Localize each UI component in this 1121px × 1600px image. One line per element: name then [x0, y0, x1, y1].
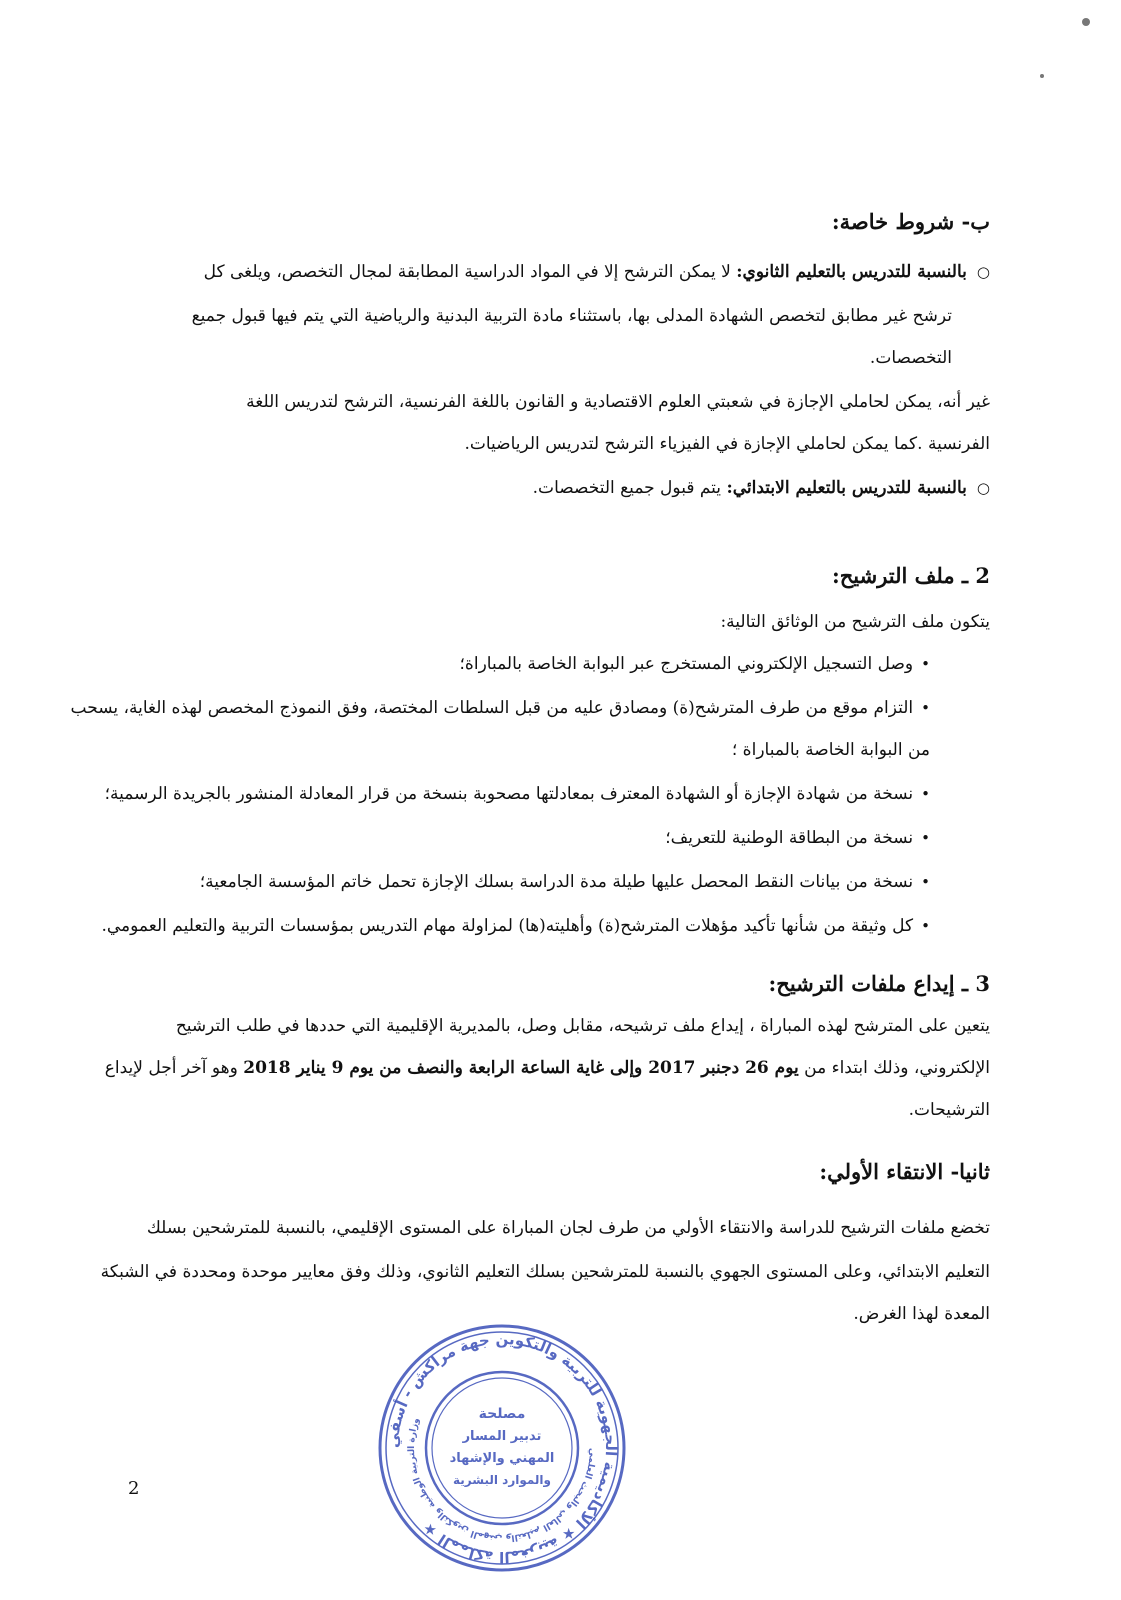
exception-line-2: الفرنسية .كما يمكن لحاملي الإجازة في الفيزياء الترشح لتدريس الرياضيات. — [464, 434, 990, 454]
stamp-inner-line: تدبير المسار — [462, 1429, 542, 1444]
deadline-dates: يوم 26 دجنبر 2017 وإلى غاية الساعة الرابعة والنصف من يوم 9 يناير 2018 — [243, 1058, 799, 1078]
section-3-line-3: الترشيحات. — [908, 1100, 990, 1120]
official-stamp — [372, 1318, 632, 1578]
initial-selection-line-1: تخضع ملفات الترشيح للدراسة والانتقاء الأولي من طرف لجان المباراة على المستوى الإقليمي، بالنسبة للمترشحين بسلك — [146, 1218, 990, 1238]
initial-selection-heading: ثانيا- الانتقاء الأولي: — [819, 1159, 990, 1184]
section-3-line-1: يتعين على المترشح لهذه المباراة ، إيداع ملف ترشيحه، مقابل وصل، بالمديرية الإقليمية التي حددها في طلب الترشيح — [175, 1016, 990, 1036]
secondary-condition-line-3: التخصصات. — [869, 348, 952, 368]
document-list-item: •نسخة من البطاقة الوطنية للتعريف؛ — [130, 816, 990, 860]
section-b-heading: ب- شروط خاصة: — [831, 209, 990, 234]
bullet-icon: • — [921, 873, 930, 891]
stamp-inner-line: مصلحة — [478, 1406, 526, 1422]
stamp-outer-text-2: وزارة التربية الوطنية والتكوين المهني والتعليم العالي والبحث العلمي — [406, 1416, 598, 1544]
bullet-icon: • — [921, 655, 930, 673]
document-list-item: •وصل التسجيل الإلكتروني المستخرج عبر البوابة الخاصة بالمباراة؛ — [130, 642, 990, 686]
circle-bullet-icon: ○ — [976, 263, 990, 281]
scan-speck — [1040, 74, 1044, 78]
bullet-icon: • — [921, 917, 930, 935]
document-list-item: •نسخة من بيانات النقط المحصل عليها طيلة مدة الدراسة بسلك الإجازة تحمل خاتم المؤسسة الجامعية؛ — [130, 860, 990, 904]
section-2-intro: يتكون ملف الترشيح من الوثائق التالية: — [720, 612, 990, 632]
section-3-heading: 3 ـ إيداع ملفات الترشيح: — [768, 971, 990, 996]
initial-selection-line-2: التعليم الابتدائي، وعلى المستوى الجهوي بالنسبة للمترشحين بسلك التعليم الثانوي، وذلك وفق معايير موحدة ومحددة في الشبكة — [100, 1262, 990, 1282]
stamp-inner-line: والموارد البشرية — [453, 1473, 551, 1487]
bullet-icon: • — [921, 829, 930, 847]
primary-condition: ○بالنسبة للتدريس بالتعليم الابتدائي: يتم قبول جميع التخصصات. — [130, 466, 990, 510]
document-list-item: •كل وثيقة من شأنها تأكيد مؤهلات المترشح(ة) وأهليته(ها) لمزاولة مهام التدريس بمؤسسات التربية والتعليم العمومي. — [130, 904, 990, 948]
section-3-line-2: الإلكتروني، وذلك ابتداء من يوم 26 دجنبر 2017 وإلى غاية الساعة الرابعة والنصف من يوم 9 يناير 2018 وهو آخر أجل لإيداع — [104, 1058, 990, 1078]
document-list-item: •نسخة من شهادة الإجازة أو الشهادة المعترف بمعادلتها مصحوبة بنسخة من قرار المعادلة المنشور بالجريدة الرسمية؛ — [130, 772, 990, 816]
section-2-heading: 2 ـ ملف الترشيح: — [831, 563, 990, 588]
stamp-inner-line: المهني والإشهاد — [449, 1451, 555, 1466]
secondary-condition-line-1: ○بالنسبة للتدريس بالتعليم الثانوي: لا يمكن الترشح إلا في المواد الدراسية المطابقة لمجال التخصص، ويلغى كل — [130, 250, 990, 294]
stamp-outer-text: المملكة المغربية ★ الأكاديمية الجهوية للتربية والتكوين جهة مراكش - أسفي ★ — [383, 1329, 621, 1567]
exception-line-1: غير أنه، يمكن لحاملي الإجازة في شعبتي العلوم الاقتصادية و القانون باللغة الفرنسية، الترشح لتدريس اللغة — [246, 392, 990, 412]
document-list-item: •التزام موقع من طرف المترشح(ة) ومصادق عليه من قبل السلطات المختصة، وفق النموذج المخصص لهذه الغاية، يسحب — [130, 686, 990, 730]
initial-selection-line-3: المعدة لهذا الغرض. — [853, 1304, 990, 1324]
secondary-condition-line-2: ترشح غير مطابق لتخصص الشهادة المدلى بها، باستثناء مادة التربية البدنية والرياضية التي يتم فيها قبول جميع — [191, 306, 952, 326]
circle-bullet-icon: ○ — [976, 479, 990, 497]
scan-speck — [1082, 18, 1090, 26]
bullet-icon: • — [921, 699, 930, 717]
bullet-icon: • — [921, 785, 930, 803]
page-number: 2 — [128, 1478, 140, 1499]
document-list-item-continued: من البوابة الخاصة بالمباراة ؛ — [731, 740, 930, 760]
